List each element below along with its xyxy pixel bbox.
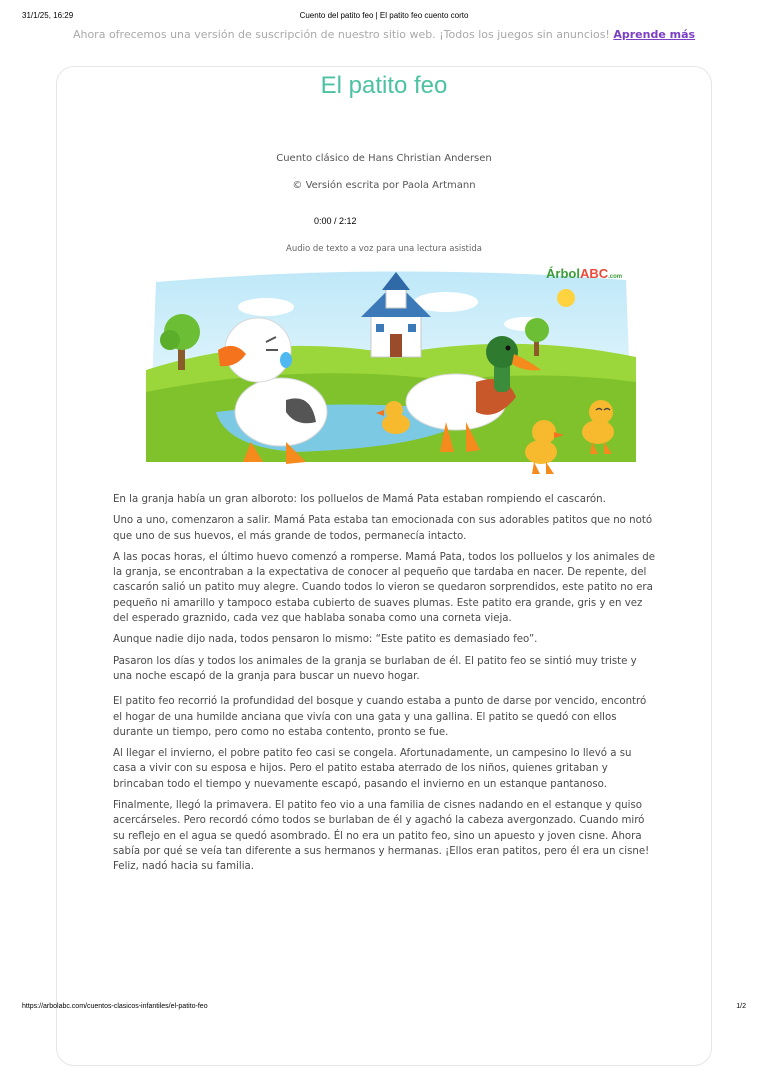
audio-note: Audio de texto a voz para una lectura asistida bbox=[286, 244, 482, 254]
story-paragraph: Finalmente, llegó la primavera. El patito feo vio a una familia de cisnes nadando en el estanque y quiso acercárseles. Pero recordó cómo todos se burlaban de él y agachó la cabeza avergonzado. Cuando miró su reflejo en el agua se quedó asombrado. Él no era un patito feo, sino un apuesto y joven cisne. Ahora sabía por qué se veía tan diferente a sus hermanos y hermanas. ¡Ellos eran patitos, pero él era un cisne! Feliz, nadó hacia su familia. bbox=[113, 800, 650, 873]
story-paragraph: Al llegar el invierno, el pobre patito feo casi se congela. Afortunadamente, un campesino lo llevó a su casa a vivir con su esposa e hijos. Pero el patito estaba aterrado de los niños, quienes gritaban y brincaban todo el tiempo y nuevamente escapó, pasando el invierno en un estanque pantanoso. bbox=[113, 748, 632, 790]
logo-abc-text: ABC bbox=[579, 266, 609, 281]
story-paragraph: Aunque nadie dijo nada, todos pensaron lo mismo: “Este patito es demasiado feo”. bbox=[113, 634, 538, 646]
story-paragraph: A las pocas horas, el último huevo comenzó a romperse. Mamá Pata, todos los polluelos y los animales de la granja, se encontraban a la expectativa de conocer al pequeño que tardaba en nacer. De repente, del cascarón salió un patito muy alegre. Cuando todos lo vieron se quedaron sorprendidos, este patito no era pequeño ni amarillo y tampoco estaba cubierto de suaves plumas. Este patito era grande, gris y en vez del esperado graznido, cada vez que hablaba sonaba como una corneta vieja. bbox=[113, 551, 656, 625]
print-page-title: Cuento del patito feo | El patito feo cuento corto bbox=[299, 11, 469, 20]
print-date: 31/1/25, 16:29 bbox=[22, 11, 74, 20]
banner-text: Ahora ofrecemos una versión de suscripción de nuestro sitio web. ¡Todos los juegos sin anuncios! bbox=[72, 28, 610, 41]
audio-player-time[interactable]: 0:00 / 2:12 bbox=[314, 216, 357, 226]
story-illustration bbox=[146, 262, 636, 484]
version-credit: © Versión escrita por Paola Artmann bbox=[292, 180, 476, 191]
author-credit: Cuento clásico de Hans Christian Andersen bbox=[276, 153, 492, 164]
story-text bbox=[113, 492, 658, 881]
cloud bbox=[238, 298, 294, 316]
logo-suffix-text: .com bbox=[608, 274, 623, 280]
subscription-banner bbox=[0, 28, 768, 41]
cloud bbox=[414, 292, 478, 312]
story-title: El patito feo bbox=[320, 72, 448, 99]
story-paragraph: El patito feo recorrió la profundidad del bosque y cuando estaba a punto de darse por vencido, encontró el hogar de una humilde anciana que vivía con una gata y una gallina. El patito se quedó con ellos durante un tiempo, pero como no estaba contento, pronto se fue. bbox=[113, 696, 647, 738]
story-paragraph: Pasaron los días y todos los animales de la granja se burlaban de él. El patito feo se sintió muy triste y una noche escapó de la granja para buscar un nuevo hogar. bbox=[113, 655, 637, 682]
story-paragraph: En la granja había un gran alboroto: los polluelos de Mamá Pata estaban rompiendo el cascarón. bbox=[113, 494, 606, 505]
print-page-number: 1/2 bbox=[736, 1003, 746, 1010]
logo-arbol-text: Árbol bbox=[546, 266, 580, 281]
print-url: https://arbolabc.com/cuentos-clasicos-infantiles/el-patito-feo bbox=[22, 1003, 208, 1010]
print-header bbox=[22, 11, 746, 21]
story-paragraph: Uno a uno, comenzaron a salir. Mamá Pata estaba tan emocionada con sus adorables patitos que no notó que uno de sus huevos, el más grande de todos, permanecía intacto. bbox=[113, 515, 653, 542]
sun-icon bbox=[557, 289, 575, 307]
print-footer bbox=[22, 1003, 746, 1013]
learn-more-link[interactable]: Aprende más bbox=[613, 28, 696, 41]
